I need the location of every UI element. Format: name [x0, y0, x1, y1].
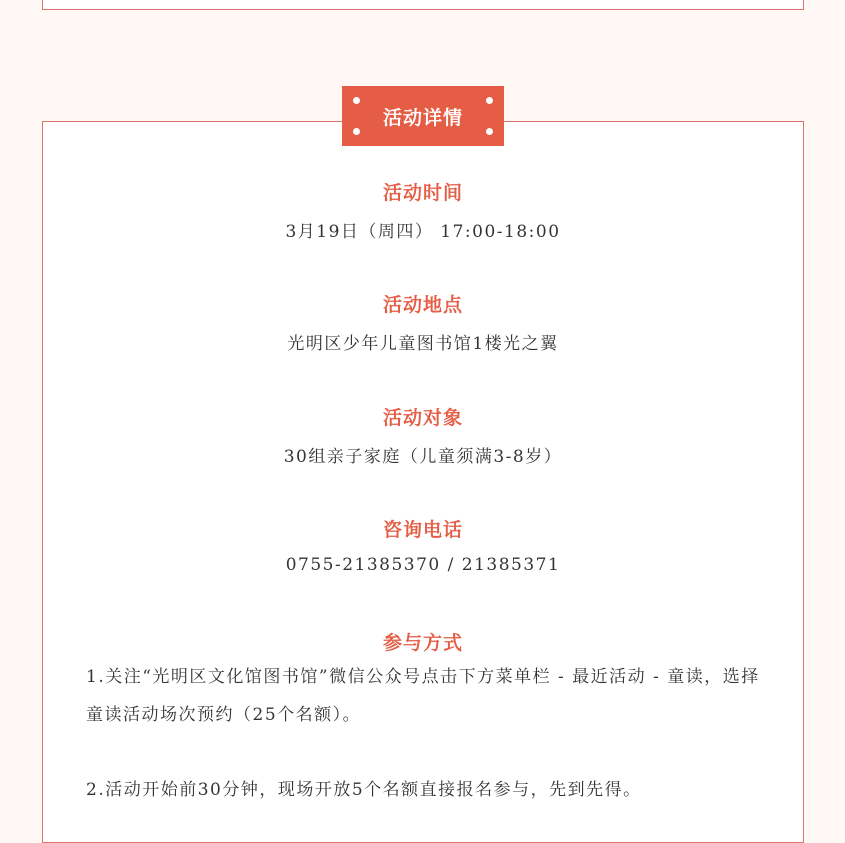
phone-value: 0755-21385370 / 21385371	[285, 555, 561, 575]
audience-value: 30组亲子家庭（儿童须满3-8岁）	[283, 447, 563, 467]
badge-dot-decoration	[486, 97, 493, 104]
time-value: 3月19日（周四） 17:00-18:00	[285, 222, 561, 242]
participation-title: 参与方式	[382, 632, 463, 654]
audience-title: 活动对象	[382, 407, 463, 429]
activity-details-badge	[342, 86, 504, 146]
badge-dot-decoration	[353, 128, 360, 135]
badge-dot-decoration	[353, 97, 360, 104]
badge-dot-decoration	[486, 128, 493, 135]
badge-label: 活动详情	[382, 106, 463, 129]
location-title: 活动地点	[382, 294, 463, 316]
phone-title: 咨询电话	[382, 519, 463, 541]
participation-step-1: 1.关注“光明区文化馆图书馆”微信公众号点击下方菜单栏 - 最近活动 - 童读，选择童读活动场次预约（25个名额）。	[86, 667, 760, 725]
previous-section-card	[42, 0, 804, 10]
participation-step-2: 2.活动开始前30分钟，现场开放5个名额直接报名参与，先到先得。	[86, 780, 642, 800]
time-title: 活动时间	[382, 182, 463, 204]
location-value: 光明区少年儿童图书馆1楼光之翼	[287, 334, 559, 354]
